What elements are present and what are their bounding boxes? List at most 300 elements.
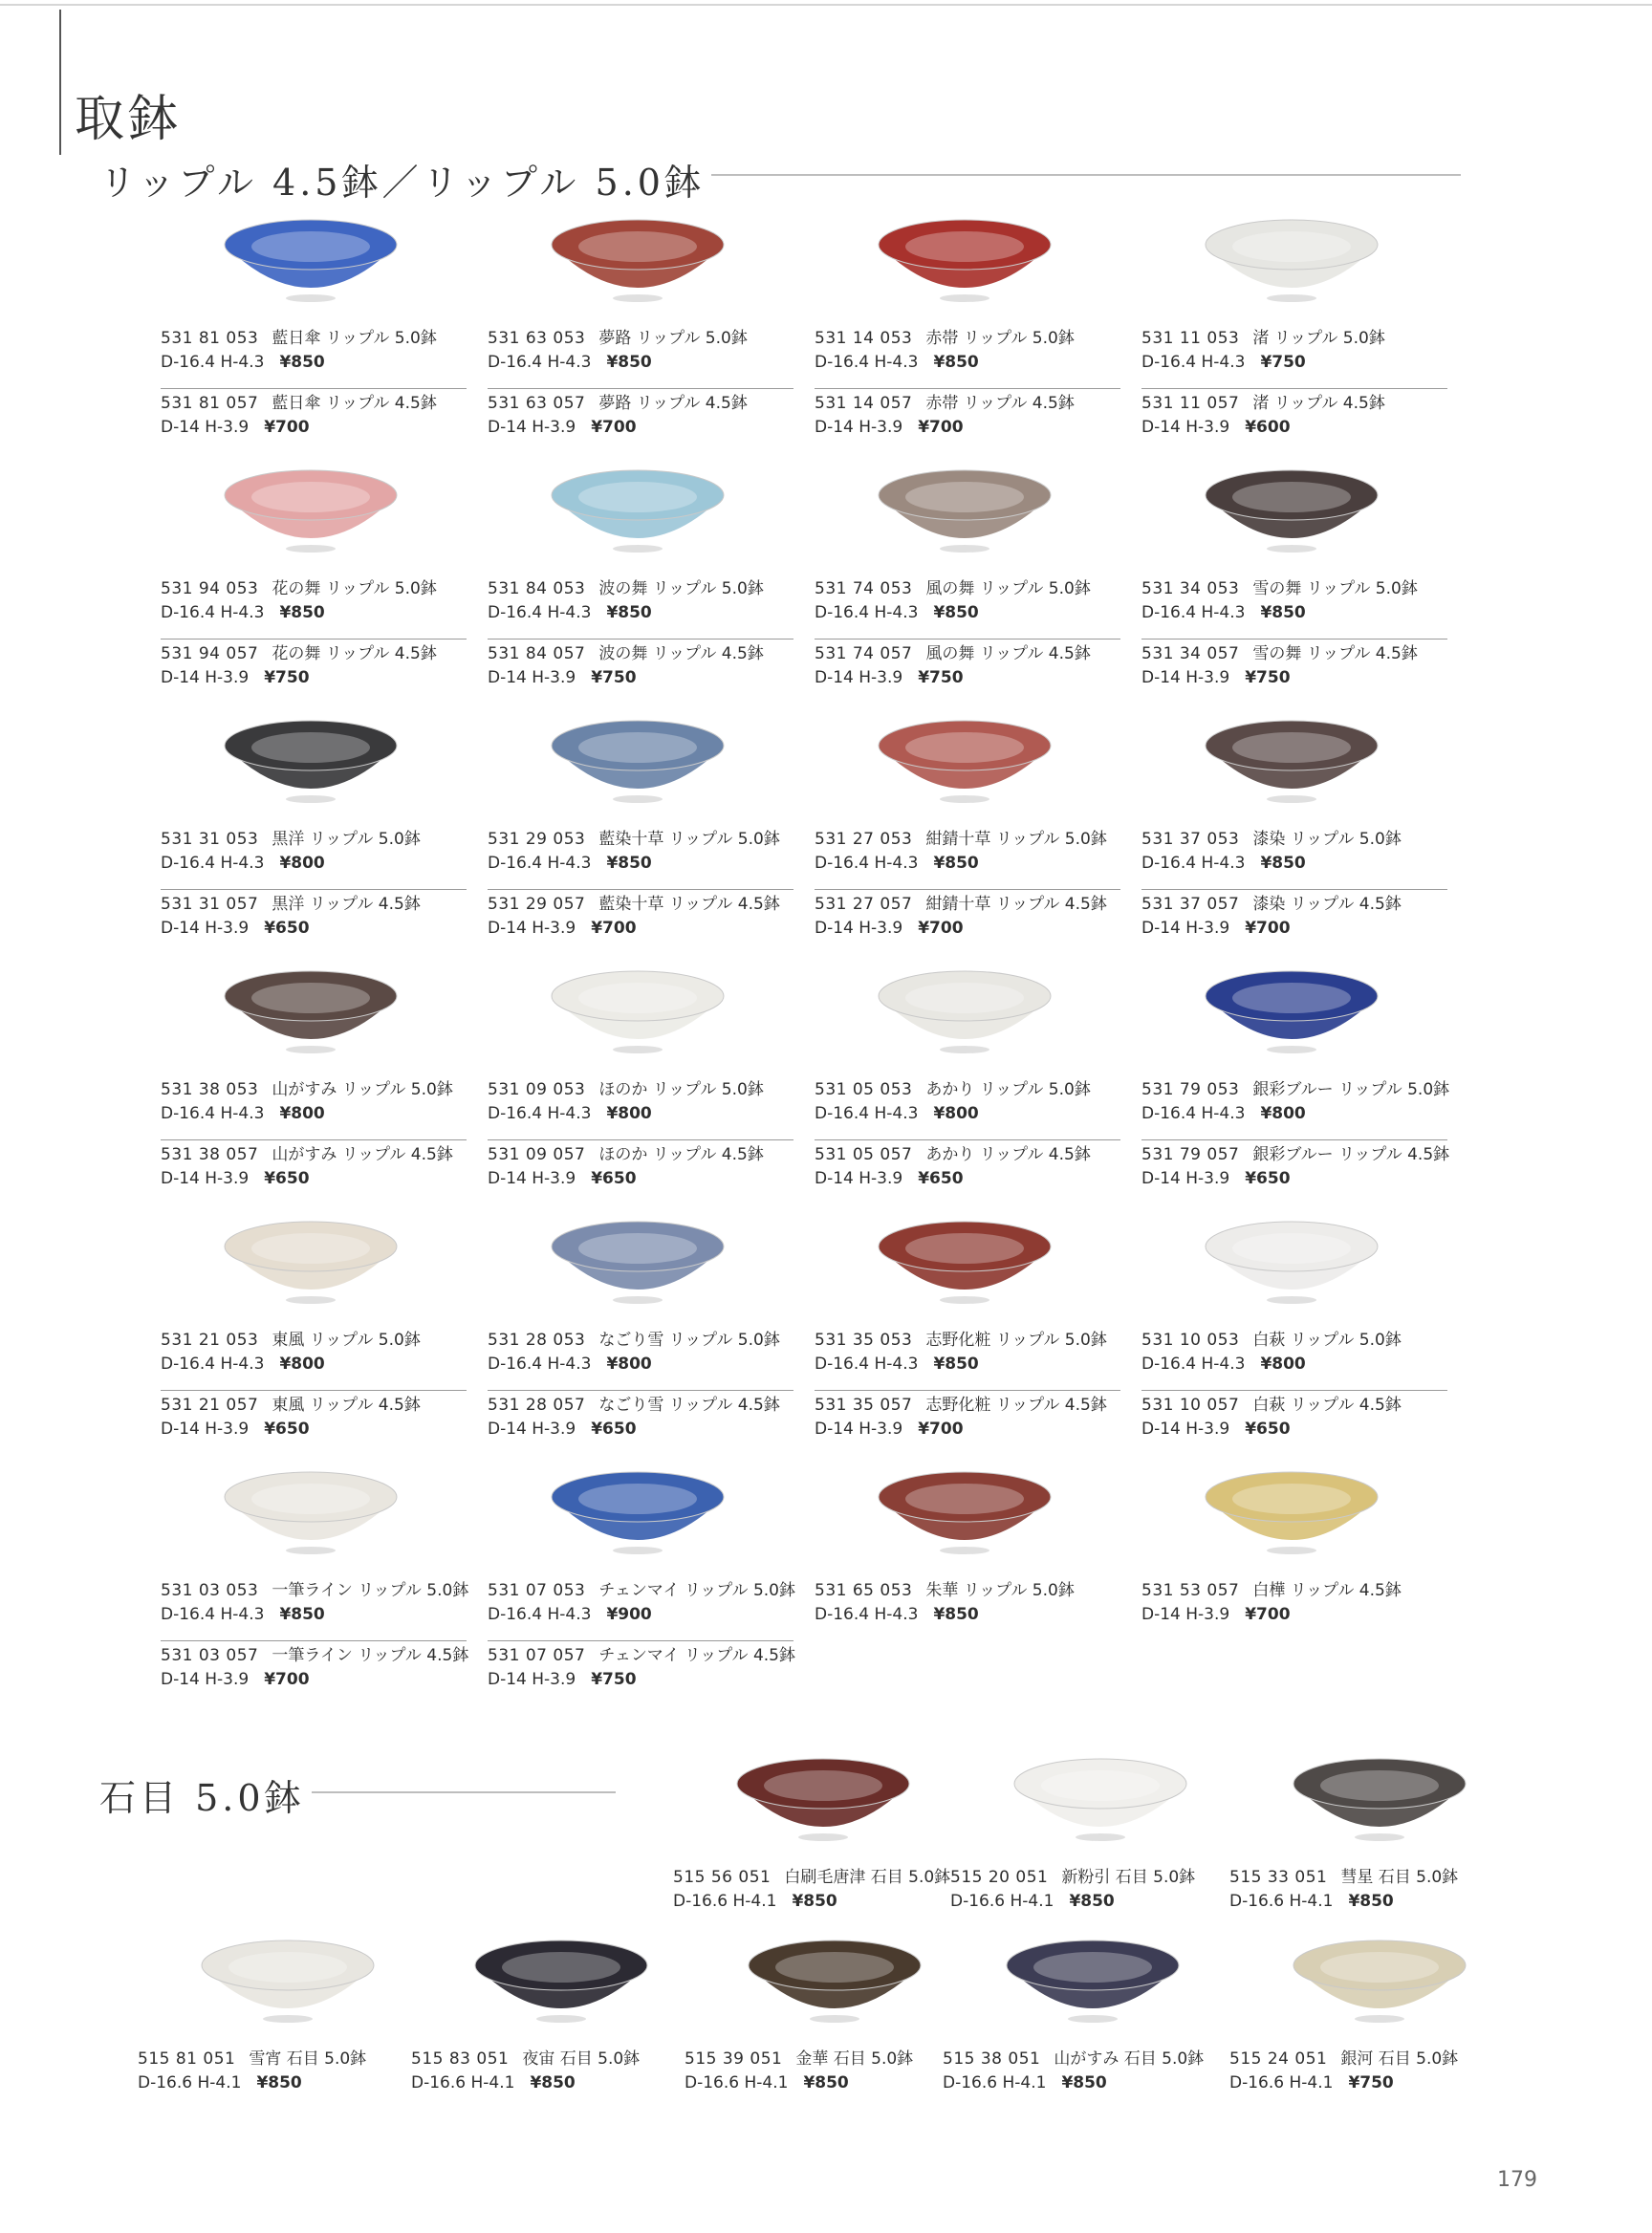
spec-secondary — [488, 1390, 793, 1442]
product-price: ¥700 — [264, 1670, 310, 1689]
spec-primary — [161, 828, 467, 876]
size-price-line — [161, 1353, 467, 1377]
product-line — [488, 392, 793, 416]
product-line — [488, 1329, 793, 1353]
product-name: 白萩 リップル 5.0鉢 — [1252, 1331, 1402, 1350]
size-price-line — [488, 1603, 793, 1627]
product-price: ¥850 — [1260, 854, 1306, 873]
product-dimensions: D-16.4 H-4.3 — [488, 1104, 592, 1123]
product-line — [161, 893, 467, 917]
product-price: ¥650 — [264, 1169, 310, 1188]
spec-secondary — [815, 1390, 1120, 1442]
size-price-line — [1229, 1890, 1535, 1914]
product-name: ほのか リップル 5.0鉢 — [598, 1080, 764, 1099]
bowl-image — [1201, 466, 1382, 562]
product-price: ¥700 — [1245, 919, 1291, 938]
product-name: 山がすみ リップル 5.0鉢 — [272, 1080, 453, 1099]
product-name: 山がすみ リップル 4.5鉢 — [272, 1145, 453, 1164]
spec-primary — [411, 2048, 717, 2095]
spec-primary — [815, 327, 1120, 375]
product-line — [161, 1143, 467, 1167]
product-code: 515 38 051 — [943, 2049, 1041, 2069]
top-rule — [0, 4, 1652, 6]
size-price-line — [411, 2071, 717, 2095]
product-dimensions: D-14 H-3.9 — [815, 919, 903, 938]
product-dimensions: D-16.6 H-4.1 — [138, 2073, 242, 2092]
product-price: ¥800 — [933, 1104, 979, 1123]
product-item — [1141, 717, 1447, 965]
product-price: ¥850 — [933, 1605, 979, 1624]
spec-secondary — [815, 388, 1120, 440]
product-name: 藍日傘 リップル 4.5鉢 — [272, 394, 437, 413]
bowl-image — [1201, 1468, 1382, 1564]
product-line — [161, 577, 467, 601]
spec-secondary — [161, 889, 467, 941]
spec-secondary — [488, 639, 793, 690]
spec-secondary — [488, 1139, 793, 1191]
product-name: 夜宙 石目 5.0鉢 — [522, 2049, 641, 2069]
product-dimensions: D-14 H-3.9 — [161, 418, 250, 437]
section-title-ripple: リップル 4.5鉢／リップル 5.0鉢 — [99, 162, 705, 204]
product-dimensions: D-14 H-3.9 — [161, 1670, 250, 1689]
bowl-image — [874, 717, 1055, 813]
product-line — [815, 1143, 1120, 1167]
product-line — [161, 1329, 467, 1353]
product-name: チェンマイ リップル 5.0鉢 — [598, 1581, 795, 1600]
size-price-line — [1141, 1167, 1447, 1191]
spec-primary — [1141, 327, 1447, 375]
spec-secondary — [488, 388, 793, 440]
spec-secondary — [1141, 1390, 1447, 1442]
product-name: 一筆ライン リップル 5.0鉢 — [272, 1581, 469, 1600]
product-name: 夢路 リップル 4.5鉢 — [598, 394, 748, 413]
product-name: 藍染十草 リップル 4.5鉢 — [598, 895, 780, 914]
product-item — [815, 466, 1120, 715]
product-name: 波の舞 リップル 5.0鉢 — [598, 579, 764, 598]
size-price-line — [488, 1167, 793, 1191]
product-price: ¥850 — [256, 2073, 302, 2092]
product-price: ¥850 — [933, 854, 979, 873]
product-code: 515 20 051 — [950, 1868, 1049, 1887]
product-dimensions: D-14 H-3.9 — [815, 668, 903, 687]
product-item — [1229, 1937, 1535, 2137]
product-line — [488, 1579, 793, 1603]
bowl-image — [744, 1937, 925, 2032]
product-line — [815, 893, 1120, 917]
bowl-image — [1010, 1755, 1191, 1851]
product-line — [1229, 1866, 1535, 1890]
product-dimensions: D-16.4 H-4.3 — [488, 1355, 592, 1374]
product-code: 531 31 053 — [161, 830, 259, 849]
product-price: ¥750 — [591, 668, 637, 687]
product-name: 雪宵 石目 5.0鉢 — [249, 2049, 367, 2069]
product-price: ¥850 — [606, 603, 652, 622]
product-name: 風の舞 リップル 5.0鉢 — [925, 579, 1091, 598]
product-line — [161, 1644, 467, 1668]
product-line — [1229, 2048, 1535, 2071]
bowl-image — [1201, 1218, 1382, 1313]
product-name: 紺錆十草 リップル 4.5鉢 — [925, 895, 1107, 914]
product-price: ¥750 — [1245, 668, 1291, 687]
product-dimensions: D-16.6 H-4.1 — [411, 2073, 515, 2092]
product-dimensions: D-14 H-3.9 — [1141, 919, 1230, 938]
size-price-line — [1141, 1353, 1447, 1377]
size-price-line — [1141, 601, 1447, 625]
product-name: ほのか リップル 4.5鉢 — [598, 1145, 764, 1164]
product-code: 531 35 057 — [815, 1396, 913, 1415]
spec-primary — [1141, 1579, 1447, 1627]
product-line — [488, 577, 793, 601]
size-price-line — [815, 416, 1120, 440]
spec-primary — [161, 1329, 467, 1377]
product-name: 花の舞 リップル 5.0鉢 — [272, 579, 437, 598]
product-code: 531 14 057 — [815, 394, 913, 413]
product-price: ¥650 — [591, 1420, 637, 1439]
product-price: ¥700 — [591, 919, 637, 938]
product-price: ¥750 — [591, 1670, 637, 1689]
size-price-line — [488, 416, 793, 440]
spec-primary — [488, 828, 793, 876]
product-code: 515 24 051 — [1229, 2049, 1328, 2069]
product-code: 531 63 053 — [488, 329, 586, 348]
product-price: ¥800 — [1260, 1355, 1306, 1374]
size-price-line — [161, 1418, 467, 1442]
bowl-image — [220, 1468, 402, 1564]
product-dimensions: D-16.4 H-4.3 — [1141, 1355, 1246, 1374]
bowl-image — [1201, 216, 1382, 312]
size-price-line — [488, 1102, 793, 1126]
product-code: 531 09 057 — [488, 1145, 586, 1164]
product-line — [1141, 828, 1447, 852]
spec-primary — [950, 1866, 1256, 1914]
product-code: 531 79 053 — [1141, 1080, 1240, 1099]
product-price: ¥650 — [918, 1169, 964, 1188]
product-price: ¥650 — [264, 919, 310, 938]
product-code: 531 35 053 — [815, 1331, 913, 1350]
product-price: ¥850 — [606, 353, 652, 372]
product-dimensions: D-16.4 H-4.3 — [1141, 603, 1246, 622]
spec-primary — [1229, 2048, 1535, 2095]
product-price: ¥850 — [279, 603, 325, 622]
product-dimensions: D-14 H-3.9 — [488, 919, 576, 938]
product-dimensions: D-16.6 H-4.1 — [1229, 2073, 1334, 2092]
product-dimensions: D-14 H-3.9 — [488, 418, 576, 437]
product-name: あかり リップル 5.0鉢 — [925, 1080, 1091, 1099]
product-code: 531 79 057 — [1141, 1145, 1240, 1164]
product-line — [1141, 1078, 1450, 1102]
product-dimensions: D-14 H-3.9 — [161, 919, 250, 938]
product-price: ¥700 — [918, 1420, 964, 1439]
size-price-line — [161, 917, 467, 941]
bowl-image — [220, 466, 402, 562]
product-code: 531 65 053 — [815, 1581, 913, 1600]
product-code: 531 34 057 — [1141, 644, 1240, 663]
product-dimensions: D-16.4 H-4.3 — [1141, 854, 1246, 873]
bowl-image — [874, 1468, 1055, 1564]
product-dimensions: D-16.6 H-4.1 — [950, 1892, 1054, 1911]
product-item — [815, 216, 1120, 465]
product-code: 531 21 053 — [161, 1331, 259, 1350]
product-item — [161, 1218, 467, 1466]
section-title-ishime: 石目 5.0鉢 — [99, 1777, 305, 1819]
product-dimensions: D-14 H-3.9 — [815, 1420, 903, 1439]
size-price-line — [488, 666, 793, 690]
bowl-image — [547, 1218, 728, 1313]
product-name: 風の舞 リップル 4.5鉢 — [925, 644, 1091, 663]
product-line — [161, 1078, 467, 1102]
size-price-line — [488, 601, 793, 625]
spec-primary — [815, 828, 1120, 876]
product-name: 白刷毛唐津 石目 5.0鉢 — [784, 1868, 951, 1887]
spec-primary — [161, 1579, 467, 1627]
product-item — [1141, 967, 1450, 1216]
size-price-line — [1141, 416, 1447, 440]
product-dimensions: D-16.6 H-4.1 — [943, 2073, 1047, 2092]
product-item — [488, 216, 793, 465]
bowl-image — [1201, 967, 1382, 1063]
bowl-image — [1289, 1755, 1470, 1851]
product-line — [1141, 392, 1447, 416]
product-price: ¥700 — [264, 418, 310, 437]
product-item — [411, 1937, 717, 2137]
product-line — [1141, 1143, 1450, 1167]
size-price-line — [1141, 666, 1447, 690]
spec-primary — [161, 577, 467, 625]
product-code: 531 37 057 — [1141, 895, 1240, 914]
product-item — [138, 1937, 444, 2137]
product-code: 531 14 053 — [815, 329, 913, 348]
size-price-line — [161, 1603, 467, 1627]
spec-primary — [673, 1866, 979, 1914]
size-price-line — [1229, 2071, 1535, 2095]
size-price-line — [950, 1890, 1256, 1914]
product-dimensions: D-16.6 H-4.1 — [673, 1892, 777, 1911]
product-code: 531 11 057 — [1141, 394, 1240, 413]
product-code: 531 03 053 — [161, 1581, 259, 1600]
product-code: 531 31 057 — [161, 895, 259, 914]
size-price-line — [815, 1167, 1120, 1191]
product-item — [1141, 216, 1447, 465]
product-line — [1141, 1394, 1447, 1418]
product-price: ¥650 — [1245, 1420, 1291, 1439]
product-item — [815, 1468, 1120, 1669]
product-price: ¥600 — [1245, 418, 1291, 437]
product-price: ¥850 — [792, 1892, 837, 1911]
product-line — [488, 828, 793, 852]
product-line — [488, 642, 793, 666]
product-name: 金華 石目 5.0鉢 — [795, 2049, 914, 2069]
product-line — [815, 828, 1120, 852]
spec-primary — [161, 1078, 467, 1126]
product-code: 531 94 053 — [161, 579, 259, 598]
product-price: ¥800 — [279, 1104, 325, 1123]
spec-primary — [943, 2048, 1249, 2095]
product-dimensions: D-16.4 H-4.3 — [1141, 1104, 1246, 1123]
product-item — [1141, 1468, 1447, 1669]
product-item — [488, 717, 793, 965]
product-code: 531 74 053 — [815, 579, 913, 598]
product-code: 531 09 053 — [488, 1080, 586, 1099]
product-price: ¥650 — [264, 1420, 310, 1439]
page-title: 取鉢 — [75, 91, 183, 148]
product-price: ¥800 — [606, 1104, 652, 1123]
product-code: 515 56 051 — [673, 1868, 772, 1887]
product-name: 黒洋 リップル 4.5鉢 — [272, 895, 421, 914]
product-dimensions: D-14 H-3.9 — [815, 418, 903, 437]
size-price-line — [1141, 1603, 1447, 1627]
product-line — [161, 1394, 467, 1418]
product-line — [673, 1866, 979, 1890]
product-line — [161, 1579, 467, 1603]
product-code: 531 81 057 — [161, 394, 259, 413]
product-dimensions: D-16.4 H-4.3 — [161, 1355, 265, 1374]
product-item — [943, 1937, 1249, 2137]
product-name: チェンマイ リップル 4.5鉢 — [598, 1646, 795, 1665]
section-rule — [711, 174, 1461, 176]
product-price: ¥700 — [918, 418, 964, 437]
bowl-image — [197, 1937, 379, 2032]
size-price-line — [815, 852, 1120, 876]
size-price-line — [161, 1102, 467, 1126]
size-price-line — [488, 852, 793, 876]
product-price: ¥850 — [279, 1605, 325, 1624]
bowl-image — [547, 466, 728, 562]
product-code: 531 21 057 — [161, 1396, 259, 1415]
product-name: 雪の舞 リップル 5.0鉢 — [1252, 579, 1418, 598]
product-code: 531 63 057 — [488, 394, 586, 413]
product-code: 531 10 053 — [1141, 1331, 1240, 1350]
spec-secondary — [161, 639, 467, 690]
product-line — [943, 2048, 1249, 2071]
product-line — [1141, 577, 1447, 601]
product-dimensions: D-14 H-3.9 — [488, 1420, 576, 1439]
product-name: 雪の舞 リップル 4.5鉢 — [1252, 644, 1418, 663]
product-dimensions: D-16.4 H-4.3 — [161, 353, 265, 372]
product-price: ¥850 — [803, 2073, 849, 2092]
product-code: 531 03 057 — [161, 1646, 259, 1665]
product-dimensions: D-16.4 H-4.3 — [488, 603, 592, 622]
size-price-line — [943, 2071, 1249, 2095]
size-price-line — [1141, 351, 1447, 375]
product-dimensions: D-16.6 H-4.1 — [685, 2073, 789, 2092]
bowl-image — [470, 1937, 652, 2032]
product-name: 一筆ライン リップル 4.5鉢 — [272, 1646, 469, 1665]
product-price: ¥850 — [1069, 1892, 1115, 1911]
product-code: 531 27 053 — [815, 830, 913, 849]
spec-primary — [1141, 1329, 1447, 1377]
product-price: ¥850 — [1061, 2073, 1107, 2092]
product-price: ¥700 — [1245, 1605, 1291, 1624]
product-line — [1141, 893, 1447, 917]
product-price: ¥900 — [606, 1605, 652, 1624]
product-line — [1141, 642, 1447, 666]
product-line — [411, 2048, 717, 2071]
product-line — [161, 642, 467, 666]
product-line — [161, 327, 467, 351]
size-price-line — [815, 1603, 1120, 1627]
product-dimensions: D-14 H-3.9 — [488, 1169, 576, 1188]
product-dimensions: D-14 H-3.9 — [815, 1169, 903, 1188]
product-line — [815, 1579, 1120, 1603]
product-name: 波の舞 リップル 4.5鉢 — [598, 644, 764, 663]
product-code: 515 33 051 — [1229, 1868, 1328, 1887]
product-line — [488, 893, 793, 917]
spec-primary — [488, 577, 793, 625]
size-price-line — [161, 351, 467, 375]
size-price-line — [815, 1418, 1120, 1442]
product-name: 山がすみ 石目 5.0鉢 — [1054, 2049, 1205, 2069]
product-price: ¥850 — [1260, 603, 1306, 622]
product-price: ¥750 — [264, 668, 310, 687]
spec-primary — [1141, 828, 1447, 876]
product-line — [488, 1143, 793, 1167]
product-code: 531 11 053 — [1141, 329, 1240, 348]
product-price: ¥800 — [279, 854, 325, 873]
product-line — [950, 1866, 1256, 1890]
product-dimensions: D-14 H-3.9 — [1141, 1169, 1230, 1188]
product-dimensions: D-16.4 H-4.3 — [161, 1605, 265, 1624]
product-code: 515 81 051 — [138, 2049, 236, 2069]
spec-secondary — [161, 1390, 467, 1442]
size-price-line — [815, 351, 1120, 375]
product-name: 赤帯 リップル 4.5鉢 — [925, 394, 1075, 413]
product-code: 531 29 057 — [488, 895, 586, 914]
spec-primary — [488, 1329, 793, 1377]
product-name: 銀河 石目 5.0鉢 — [1340, 2049, 1459, 2069]
spec-secondary — [1141, 388, 1447, 440]
product-name: 紺錆十草 リップル 5.0鉢 — [925, 830, 1107, 849]
bowl-image — [874, 1218, 1055, 1313]
product-line — [815, 392, 1120, 416]
spec-primary — [161, 327, 467, 375]
product-price: ¥850 — [279, 353, 325, 372]
spec-primary — [815, 1329, 1120, 1377]
product-dimensions: D-14 H-3.9 — [1141, 1605, 1230, 1624]
product-line — [815, 577, 1120, 601]
product-line — [815, 1329, 1120, 1353]
size-price-line — [815, 917, 1120, 941]
product-code: 515 83 051 — [411, 2049, 510, 2069]
product-price: ¥800 — [279, 1355, 325, 1374]
product-name: 銀彩ブルー リップル 5.0鉢 — [1252, 1080, 1450, 1099]
size-price-line — [161, 601, 467, 625]
product-item — [950, 1755, 1256, 1956]
product-line — [1141, 1329, 1447, 1353]
product-name: 夢路 リップル 5.0鉢 — [598, 329, 748, 348]
size-price-line — [161, 852, 467, 876]
product-dimensions: D-14 H-3.9 — [1141, 668, 1230, 687]
product-code: 531 94 057 — [161, 644, 259, 663]
product-name: 黒洋 リップル 5.0鉢 — [272, 830, 421, 849]
spec-secondary — [815, 889, 1120, 941]
spec-primary — [1229, 1866, 1535, 1914]
product-price: ¥850 — [933, 353, 979, 372]
product-dimensions: D-16.4 H-4.3 — [488, 1605, 592, 1624]
size-price-line — [488, 351, 793, 375]
spec-secondary — [815, 1139, 1120, 1191]
product-name: 白樺 リップル 4.5鉢 — [1252, 1581, 1402, 1600]
size-price-line — [1141, 1418, 1447, 1442]
product-name: 東風 リップル 4.5鉢 — [272, 1396, 421, 1415]
product-item — [815, 717, 1120, 965]
product-item — [815, 967, 1120, 1216]
product-line — [815, 642, 1120, 666]
product-name: 志野化粧 リップル 5.0鉢 — [925, 1331, 1107, 1350]
product-line — [161, 392, 467, 416]
product-code: 531 28 053 — [488, 1331, 586, 1350]
product-price: ¥650 — [1245, 1169, 1291, 1188]
product-dimensions: D-14 H-3.9 — [161, 668, 250, 687]
